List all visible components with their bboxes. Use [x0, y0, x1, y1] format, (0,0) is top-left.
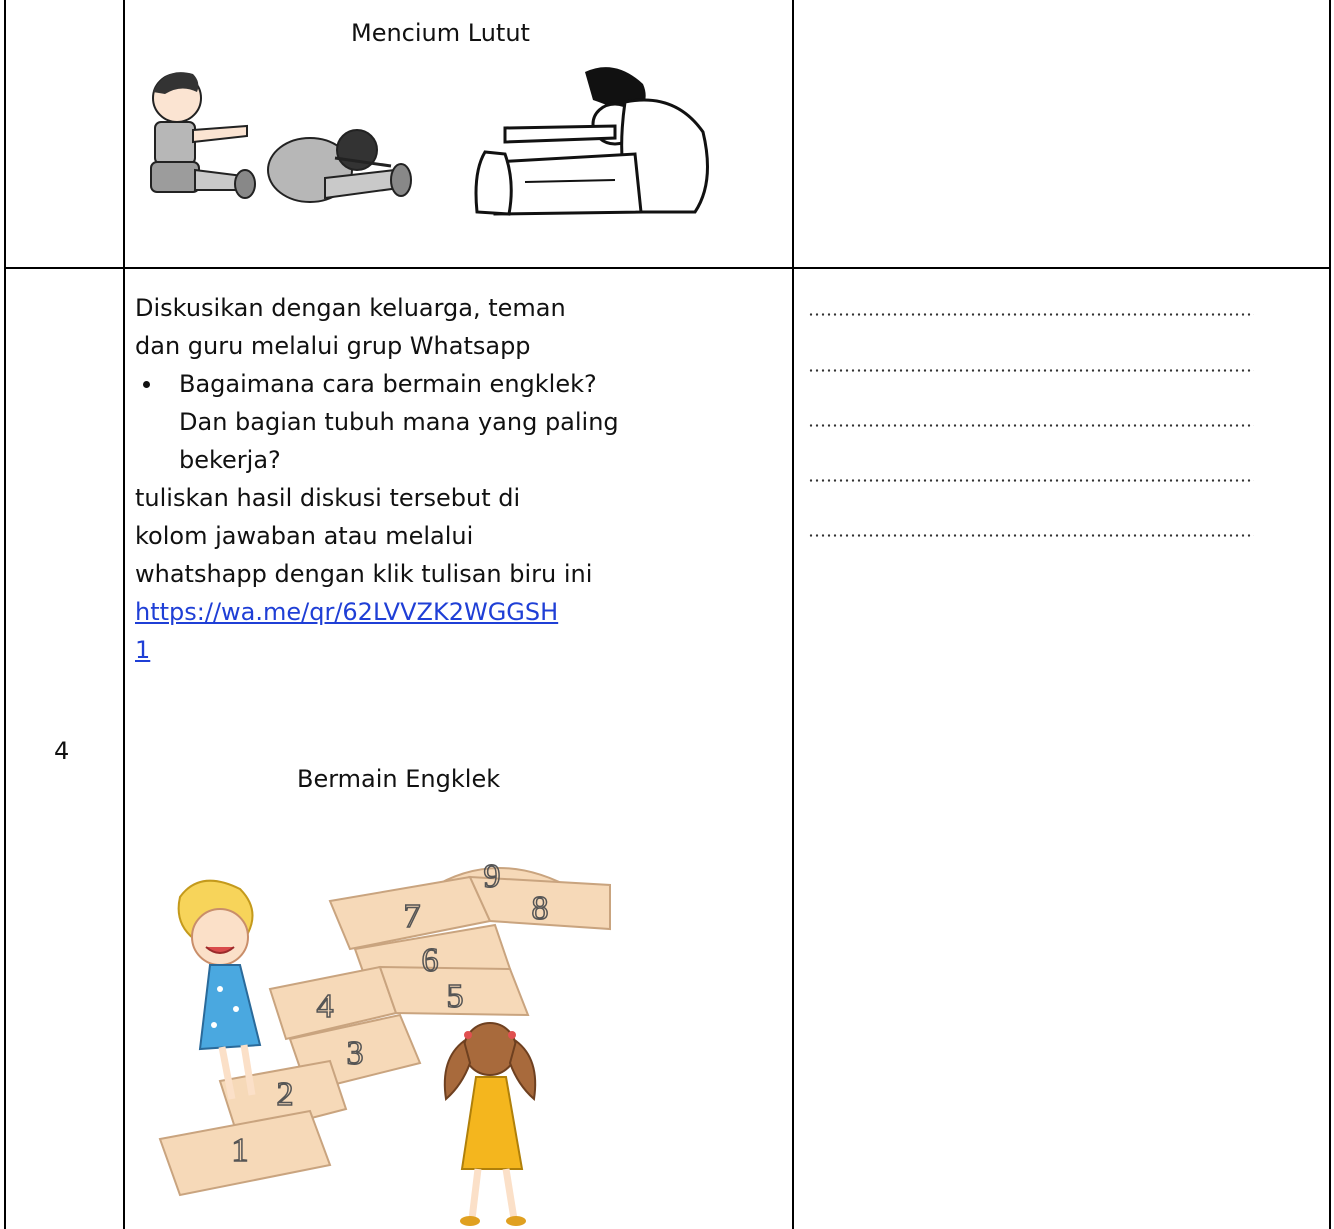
bullet-line-2: Dan bagian tubuh mana yang paling	[179, 408, 619, 436]
hopscotch-number-6: 6	[421, 942, 439, 979]
answer-line-1[interactable]	[808, 313, 1254, 316]
whatsapp-link-line-2[interactable]: 1	[135, 636, 151, 664]
answer-line-2[interactable]	[808, 369, 1254, 372]
table-border-left	[4, 0, 6, 1229]
hopscotch-number-5: 5	[446, 978, 464, 1015]
row-number: 4	[54, 737, 70, 765]
hopscotch-number-7: 7	[403, 898, 421, 935]
image-title-bermain-engklek: Bermain Engklek	[297, 765, 501, 793]
instruction-line-3: whatshapp dengan klik tulisan biru ini	[135, 560, 593, 588]
intro-line-1: Diskusikan dengan keluarga, teman	[135, 294, 566, 322]
answer-line-3[interactable]	[808, 424, 1254, 427]
intro-line-2: dan guru melalui grup Whatsapp	[135, 332, 531, 360]
table-border-right	[1329, 0, 1331, 1229]
hopscotch-number-4: 4	[316, 988, 334, 1025]
table-col-divider-2	[792, 0, 794, 1229]
bullet-dot	[143, 381, 150, 388]
hopscotch-number-2: 2	[276, 1076, 294, 1113]
activity-title-mencium-lutut: Mencium Lutut	[351, 19, 530, 47]
hopscotch-number-3: 3	[346, 1035, 364, 1072]
bullet-line-3: bekerja?	[179, 446, 281, 474]
table-row-divider	[4, 267, 1331, 269]
brown-haired-girl-illustration	[445, 1023, 535, 1226]
answer-line-4[interactable]	[808, 479, 1254, 482]
instruction-line-2: kolom jawaban atau melalui	[135, 522, 474, 550]
bullet-line-1: Bagaimana cara bermain engklek?	[179, 370, 597, 398]
hopscotch-number-9: 9	[483, 858, 501, 895]
stretching-child-illustration	[465, 62, 725, 242]
instruction-line-1: tuliskan hasil diskusi tersebut di	[135, 484, 521, 512]
table-col-divider-1	[123, 0, 125, 1229]
answer-line-5[interactable]	[808, 534, 1254, 537]
hopscotch-number-1: 1	[231, 1132, 249, 1169]
whatsapp-link-line-1[interactable]: https://wa.me/qr/62LVVZK2WGGSH	[135, 598, 559, 626]
hopscotch-number-8: 8	[531, 890, 549, 927]
blonde-girl-illustration	[179, 881, 260, 1099]
hopscotch-illustration	[140, 849, 760, 1229]
